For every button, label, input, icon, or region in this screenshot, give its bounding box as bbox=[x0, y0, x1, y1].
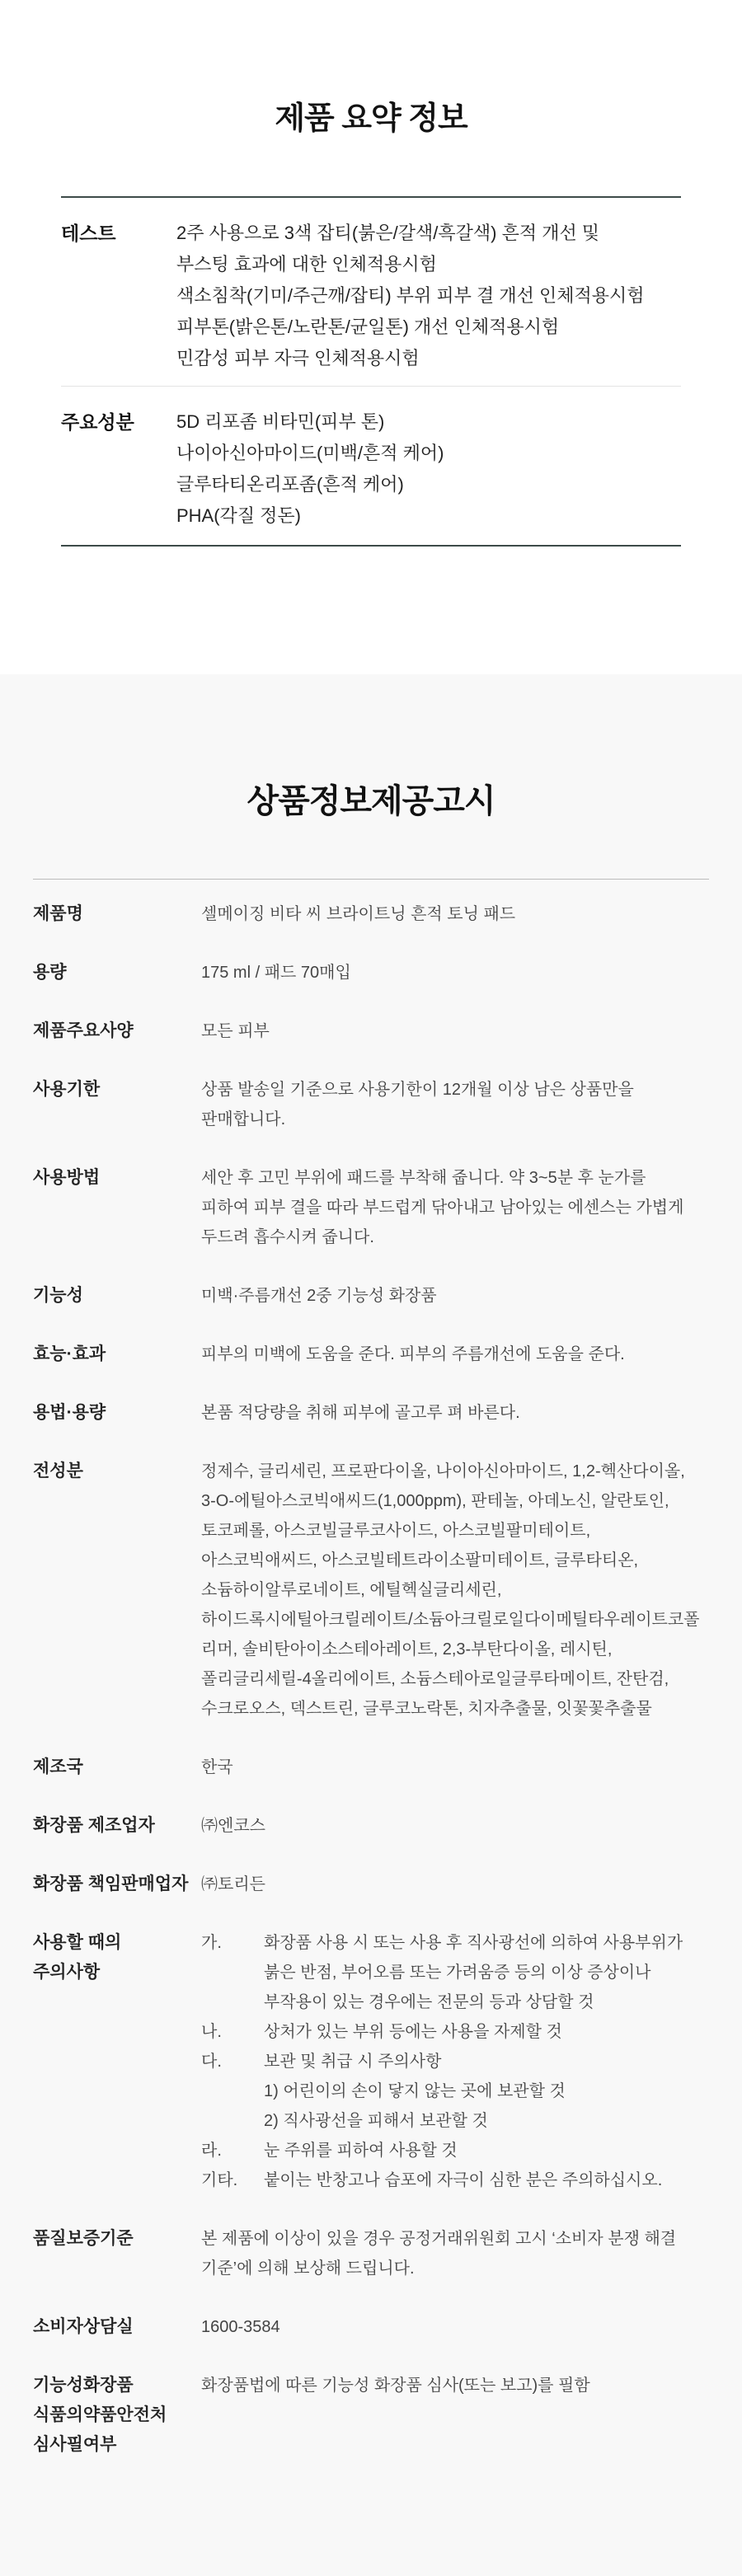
notice-value-line: 1600-3584 bbox=[201, 2318, 280, 2336]
summary-values bbox=[176, 406, 681, 532]
caution-mark: 나. bbox=[201, 2023, 222, 2041]
notice-value bbox=[201, 1016, 709, 1046]
notice-value-line: 셀메이징 비타 씨 브라이트닝 흔적 토닝 패드 bbox=[201, 905, 516, 923]
notice-label-line: 식품의약품안전처 bbox=[33, 2405, 167, 2424]
caution-mark: 다. bbox=[201, 2053, 222, 2071]
notice-value bbox=[201, 2371, 709, 2460]
caution-text bbox=[264, 2136, 709, 2165]
notice-value-line: 모든 피부 bbox=[201, 1022, 270, 1040]
notice-value bbox=[201, 1398, 709, 1428]
caution-line: 부작용이 있는 경우에는 전문의 등과 상담할 것 bbox=[264, 1993, 594, 2011]
notice-value-line: ㈜엔코스 bbox=[201, 1817, 265, 1835]
notice-row-functional-review bbox=[33, 2371, 709, 2460]
caution-text bbox=[264, 2017, 709, 2047]
caution-line: 상처가 있는 부위 등에는 사용을 자제할 것 bbox=[264, 2023, 562, 2041]
notice-row-caution bbox=[33, 1928, 709, 2195]
caution-list bbox=[201, 1928, 709, 2195]
notice-label: 용량 bbox=[33, 963, 67, 982]
notice-value-line: 본 제품에 이상이 있을 경우 공정거래위원회 고시 ‘소비자 분쟁 해결 bbox=[201, 2230, 677, 2248]
notice-label-line: 사용할 때의 bbox=[33, 1933, 122, 1952]
caution-mark: 라. bbox=[201, 2142, 222, 2160]
notice-value-line: 미백·주름개선 2중 기능성 화장품 bbox=[201, 1287, 437, 1305]
notice-label: 기능성 bbox=[33, 1286, 83, 1305]
notice-value bbox=[201, 2224, 709, 2283]
notice-label: 제품명 bbox=[33, 904, 83, 923]
notice-value bbox=[201, 1163, 709, 1252]
notice-label bbox=[33, 1928, 201, 2195]
notice-label: 화장품 제조업자 bbox=[33, 1816, 155, 1835]
notice-label-line: 기능성화장품 bbox=[33, 2376, 134, 2395]
summary-row-test bbox=[61, 198, 681, 386]
notice-value-line: 토코페롤, 아스코빌글루코사이드, 아스코빌팔미테이트, bbox=[201, 1522, 591, 1540]
caution-mark: 가. bbox=[201, 1934, 222, 1952]
notice-label: 제조국 bbox=[33, 1757, 83, 1776]
notice-label: 화장품 책임판매업자 bbox=[33, 1875, 189, 1893]
notice-row-dosage bbox=[33, 1398, 709, 1428]
notice-value-line: 두드려 흡수시켜 줍니다. bbox=[201, 1228, 374, 1246]
notice-value bbox=[201, 1340, 709, 1369]
caution-item bbox=[201, 2017, 709, 2047]
notice-value-line: 3-O-에틸아스코빅애씨드(1,000ppm), 판테놀, 아데노신, 알란토인, bbox=[201, 1492, 669, 1510]
notice-value bbox=[201, 2312, 709, 2342]
summary-line: 부스팅 효과에 대한 인체적용시험 bbox=[176, 254, 437, 274]
notice-row-functional bbox=[33, 1281, 709, 1311]
notice-label bbox=[33, 2312, 201, 2342]
notice-row-quality bbox=[33, 2224, 709, 2283]
notice-row-manufacturer bbox=[33, 1811, 709, 1841]
notice-row-volume bbox=[33, 958, 709, 988]
caution-line: 붙이는 반창고나 습포에 자극이 심한 분은 주의하십시오. bbox=[264, 2171, 663, 2189]
caution-line: 보관 및 취급 시 주의사항 bbox=[264, 2053, 442, 2071]
notice-label-line: 소비자상담실 bbox=[33, 2317, 134, 2336]
notice-value-line: 정제수, 글리세린, 프로판다이올, 나이아신아마이드, 1,2-헥산다이올, bbox=[201, 1462, 685, 1480]
notice-value-line: 상품 발송일 기준으로 사용기한이 12개월 이상 남은 상품만을 bbox=[201, 1081, 634, 1099]
notice-label-line: 주의사항 bbox=[33, 1963, 101, 1982]
notice-value-line: 피부의 미백에 도움을 준다. 피부의 주름개선에 도움을 준다. bbox=[201, 1345, 625, 1363]
caution-mark: 기타. bbox=[201, 2171, 238, 2189]
summary-row-ingredients bbox=[61, 386, 681, 545]
summary-line: 민감성 피부 자극 인체적용시험 bbox=[176, 348, 420, 368]
notice-value-line: 폴리글리세릴-4올리에이트, 소듐스테아로일글루타메이트, 잔탄검, bbox=[201, 1670, 669, 1688]
notice-value-line: 아스코빅애씨드, 아스코빌테트라이소팔미테이트, 글루타티온, bbox=[201, 1551, 639, 1570]
notice-label: 용법·용량 bbox=[33, 1403, 106, 1422]
notice-value bbox=[201, 1811, 709, 1841]
caution-item bbox=[201, 1928, 709, 2017]
notice-row-ingredients bbox=[33, 1457, 709, 1724]
notice-value bbox=[201, 899, 709, 929]
summary-title: 제품 요약 정보 bbox=[275, 101, 467, 136]
notice-row-usage bbox=[33, 1163, 709, 1252]
caution-line: 2) 직사광선을 피해서 보관할 것 bbox=[264, 2112, 488, 2130]
notice-value-line: 피하여 피부 결을 따라 부드럽게 닦아내고 남아있는 에센스는 가볍게 bbox=[201, 1199, 684, 1217]
notice-value bbox=[201, 1457, 709, 1724]
caution-item bbox=[201, 2136, 709, 2165]
caution-line: 화장품 사용 시 또는 사용 후 직사광선에 의하여 사용부위가 bbox=[264, 1934, 683, 1952]
notice-row-product-name bbox=[33, 899, 709, 929]
notice-value-line: 화장품법에 따른 기능성 화장품 심사(또는 보고)를 필함 bbox=[201, 2377, 590, 2395]
notice-label-line: 품질보증기준 bbox=[33, 2229, 134, 2248]
notice-row-customer-center bbox=[33, 2312, 709, 2342]
summary-line: 나이아신아마이드(미백/흔적 케어) bbox=[176, 443, 444, 463]
summary-line: 글루타티온리포좀(흔적 케어) bbox=[176, 474, 404, 495]
notice-label bbox=[33, 2224, 201, 2283]
notice-value-line: 세안 후 고민 부위에 패드를 부착해 줍니다. 약 3~5분 후 눈가를 bbox=[201, 1169, 646, 1187]
notice-value-line: 본품 적당량을 취해 피부에 골고루 펴 바른다. bbox=[201, 1404, 520, 1422]
notice-label: 효능·효과 bbox=[33, 1344, 106, 1363]
notice-value-line: 기준’에 의해 보상해 드립니다. bbox=[201, 2259, 415, 2278]
caution-text bbox=[264, 2047, 709, 2136]
summary-table bbox=[61, 196, 681, 547]
notice-label: 제품주요사양 bbox=[33, 1021, 134, 1040]
caution-text bbox=[264, 1928, 709, 2017]
summary-line: PHA(각질 정돈) bbox=[176, 505, 302, 526]
caution-item bbox=[201, 2047, 709, 2136]
notice-label-line: 심사필여부 bbox=[33, 2435, 117, 2454]
notice-value-line: 175 ml / 패드 70매입 bbox=[201, 964, 351, 982]
notice-label bbox=[33, 2371, 201, 2460]
summary-label: 주요성분 bbox=[61, 411, 134, 433]
notice-value-line: 수크로오스, 덱스트린, 글루코노락톤, 치자추출물, 잇꽃꽃추출물 bbox=[201, 1700, 652, 1718]
notice-row-efficacy bbox=[33, 1340, 709, 1369]
notice-value bbox=[201, 958, 709, 988]
notice-value-line: ㈜토리든 bbox=[201, 1875, 265, 1893]
notice-value bbox=[201, 1075, 709, 1134]
caution-item bbox=[201, 2165, 709, 2195]
caution-line: 붉은 반점, 부어오름 또는 가려움증 등의 이상 증상이나 bbox=[264, 1964, 651, 1982]
notice-value-line: 소듐하이알루로네이트, 에틸헥실글리세린, bbox=[201, 1581, 502, 1599]
notice-title: 상품정보제공고시 bbox=[247, 783, 495, 819]
product-summary-section bbox=[0, 0, 742, 674]
notice-value bbox=[201, 1753, 709, 1782]
summary-line: 5D 리포좀 비타민(피부 톤) bbox=[176, 411, 385, 432]
caution-line: 1) 어린이의 손이 닿지 않는 곳에 보관할 것 bbox=[264, 2082, 566, 2100]
notice-row-spec bbox=[33, 1016, 709, 1046]
product-info-notice-section bbox=[0, 674, 742, 2576]
notice-value-line: 한국 bbox=[201, 1758, 233, 1776]
notice-value-line: 하이드록시에틸아크릴레이트/소듐아크릴로일다이메틸타우레이트코폴 bbox=[201, 1611, 700, 1629]
notice-value bbox=[201, 1281, 709, 1311]
notice-row-expiry bbox=[33, 1075, 709, 1134]
notice-label: 사용기한 bbox=[33, 1080, 101, 1099]
summary-label: 테스트 bbox=[61, 223, 116, 244]
summary-values bbox=[176, 218, 681, 374]
notice-value bbox=[201, 1870, 709, 1899]
notice-row-country bbox=[33, 1753, 709, 1782]
notice-label: 전성분 bbox=[33, 1462, 83, 1480]
notice-table bbox=[33, 879, 709, 2489]
notice-value-line: 리머, 솔비탄아이소스테아레이트, 2,3-부탄다이올, 레시틴, bbox=[201, 1640, 613, 1659]
notice-row-seller bbox=[33, 1870, 709, 1899]
summary-line: 2주 사용으로 3색 잡티(붉은/갈색/흑갈색) 흔적 개선 및 bbox=[176, 223, 600, 243]
summary-line: 피부톤(밝은톤/노란톤/균일톤) 개선 인체적용시험 bbox=[176, 317, 560, 337]
notice-value-line: 판매합니다. bbox=[201, 1110, 286, 1128]
caution-line: 눈 주위를 피하여 사용할 것 bbox=[264, 2142, 458, 2160]
caution-text bbox=[264, 2165, 709, 2195]
summary-line: 색소침착(기미/주근깨/잡티) 부위 피부 결 개선 인체적용시험 bbox=[176, 285, 645, 306]
notice-label: 사용방법 bbox=[33, 1168, 101, 1187]
